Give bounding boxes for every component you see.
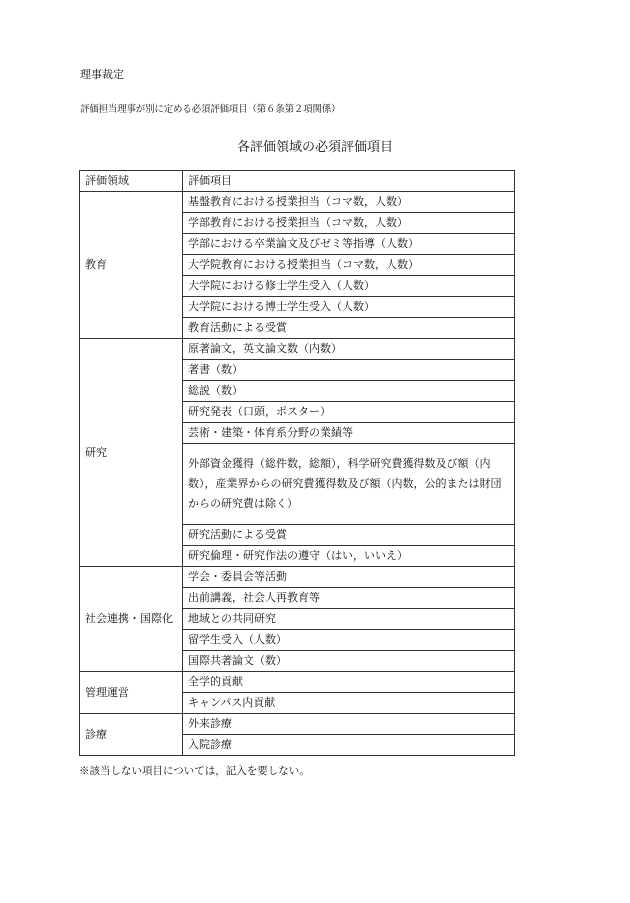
item-cell: 総説（数） (183, 381, 515, 402)
table-row (80, 714, 515, 735)
domain-cell-administration: 管理運営 (80, 672, 183, 714)
domain-cell-education: 教育 (80, 192, 183, 339)
item-cell: 原著論文，英文論文数（内数） (183, 339, 515, 360)
item-cell: 学部教育における授業担当（コマ数，人数） (183, 213, 515, 234)
item-cell: 研究発表（口頭，ポスター） (183, 402, 515, 423)
item-cell-external-funding: 外部資金獲得（総件数，総額），科学研究費獲得数及び額（内数），産業界からの研究費獲得数及び額（内数，公的または財団からの研究費は除く） (183, 444, 515, 525)
item-cell: 学会・委員会等活動 (183, 567, 515, 588)
item-cell: 留学生受入（人数） (183, 630, 515, 651)
domain-cell-research: 研究 (80, 339, 183, 567)
evaluation-table (79, 170, 515, 756)
header-domain: 評価領域 (80, 171, 183, 192)
table-row (80, 192, 515, 213)
item-cell: 著書（数） (183, 360, 515, 381)
document-label: 理事裁定 (80, 68, 124, 81)
domain-cell-social-international: 社会連携・国際化 (80, 567, 183, 672)
item-cell: 全学的貢献 (183, 672, 515, 693)
item-cell: 出前講義，社会人再教育等 (183, 588, 515, 609)
item-cell: 研究倫理・研究作法の遵守（はい，いいえ） (183, 546, 515, 567)
item-cell: 教育活動による受賞 (183, 318, 515, 339)
item-cell: 入院診療 (183, 735, 515, 756)
table-row (80, 672, 515, 693)
table-header-row (80, 171, 515, 192)
item-cell: 外来診療 (183, 714, 515, 735)
table-row (80, 567, 515, 588)
domain-cell-clinical: 診療 (80, 714, 183, 756)
page-title: 各評価領域の必須評価項目 (236, 140, 393, 155)
item-cell: 国際共著論文（数） (183, 651, 515, 672)
table-row (80, 339, 515, 360)
header-item: 評価項目 (183, 171, 515, 192)
item-cell: 地域との共同研究 (183, 609, 515, 630)
item-cell: キャンパス内貢献 (183, 693, 515, 714)
item-cell: 大学院における修士学生受入（人数） (183, 276, 515, 297)
item-cell: 大学院における博士学生受入（人数） (183, 297, 515, 318)
item-cell: 基盤教育における授業担当（コマ数，人数） (183, 192, 515, 213)
item-cell: 芸術・建築・体育系分野の業績等 (183, 423, 515, 444)
item-cell: 学部における卒業論文及びゼミ等指導（人数） (183, 234, 515, 255)
item-cell: 大学院教育における授業担当（コマ数，人数） (183, 255, 515, 276)
footnote: ※該当しない項目については，記入を要しない。 (79, 765, 310, 777)
document-subtitle: 評価担当理事が別に定める必須評価項目（第６条第２項関係） (80, 104, 341, 115)
item-cell: 研究活動による受賞 (183, 525, 515, 546)
